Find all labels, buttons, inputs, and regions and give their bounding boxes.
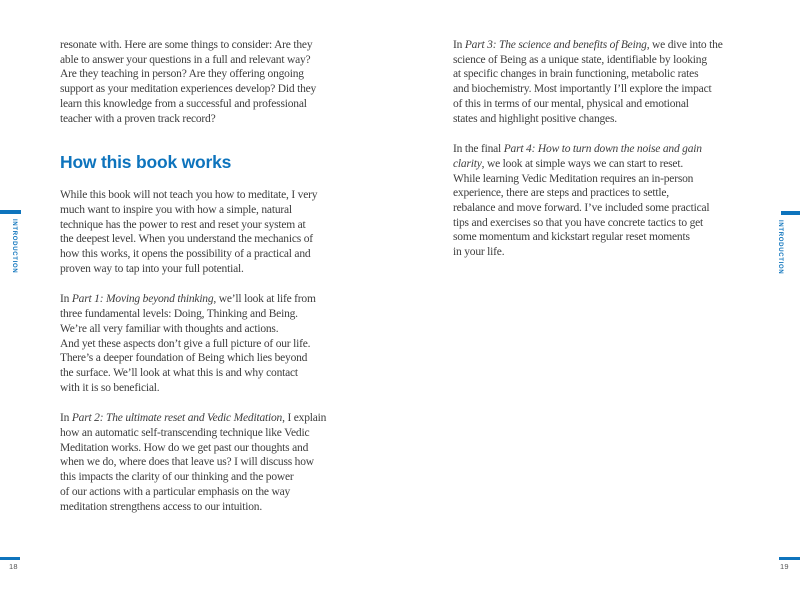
paragraph: In the final Part 4: How to turn down the noise and gain clarity, we look at simple ways we can start to reset. While learning Vedic Meditation requires an in-person experience, there are steps and practices to settle, rebalance and move forward. I’ve included some practical tips and exercises so that you have concrete tactics to get some momentum and kickstart regular reset moments in your life. [453,143,710,259]
section-label-left: INTRODUCTION [11,219,17,274]
section-tab-bar-right [781,211,800,215]
page-right [453,38,753,276]
section-tab-bar-left [0,210,21,214]
paragraph: In Part 3: The science and benefits of Being, we dive into the science of Being as a unique state, identifiable by looking at specific changes in brain functioning, metabolic rates and biochemistry. Most importantly I’ll explore the impact of this in terms of our mental, physical and emotional states and highlight positive changes. [453,39,723,125]
section-label-right: INTRODUCTION [777,220,783,275]
left-page-body-paragraphs [60,188,360,514]
right-page-body-paragraphs [453,38,753,260]
paragraph: resonate with. Here are some things to consider: Are they able to answer your questions in a full and relevant way? Are they teaching in person? Are they offering ongoing support as your meditation experiences develop? Did they learn this knowledge from a successful and professional teacher with a proven track record? [60,39,317,125]
section-heading: How this book works [60,152,232,173]
page-footer-rule-right [779,557,800,560]
page-left [60,38,360,530]
page-footer-rule-left [0,557,20,560]
left-page-intro-paragraphs [60,38,360,126]
paragraph: While this book will not teach you how to meditate, I very much want to inspire you with how a simple, natural technique has the power to rest and reset your system at the deepest level. When you understand the mechanics of how this works, it opens the possibility of a practical and proven way to tap into your full potential. [60,189,318,275]
page-number-right: 19 [780,562,789,571]
page-number-left: 18 [9,562,18,571]
paragraph: In Part 2: The ultimate reset and Vedic Meditation, I explain how an automatic self-transcending technique like Vedic Meditation works. How do we get past our thoughts and when we do, where does that leave us? I will discuss how this impacts the clarity of our thinking and the power of our actions with a particular emphasis on the way meditation strengthens access to our intuition. [60,412,327,513]
paragraph: In Part 1: Moving beyond thinking, we’ll look at life from three fundamental levels: Doing, Thinking and Being. We’re all very familiar with thoughts and actions. And yet these aspects don’t give a full picture of our life. There’s a deeper foundation of Being which lies beyond the surface. We’ll look at what this is and why contact with it is so beneficial. [60,293,316,394]
